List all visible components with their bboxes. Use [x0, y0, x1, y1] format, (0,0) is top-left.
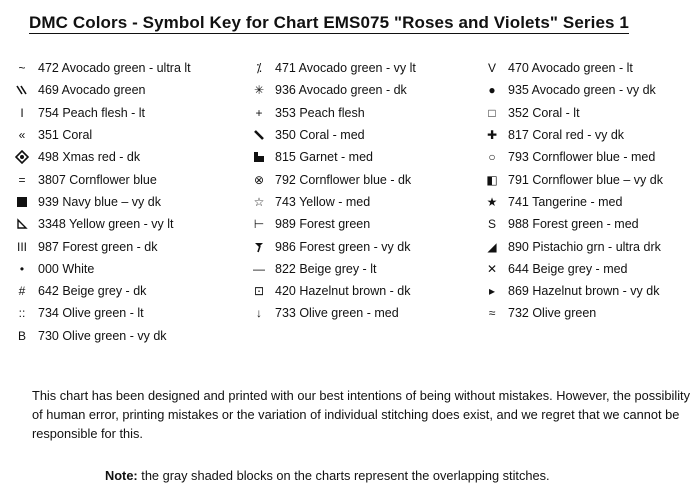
symbol-key-label: 989 Forest green: [275, 217, 371, 232]
symbol-key-label: 987 Forest green - dk: [38, 239, 158, 254]
x-icon: ✕: [486, 261, 498, 276]
symbol-key-label: 498 Xmas red - dk: [38, 150, 141, 165]
symbol-key-row: [12, 191, 191, 213]
symbol-key-label: 3348 Yellow green - vy lt: [38, 217, 174, 232]
symbol-key-label: 791 Cornflower blue – vy dk: [508, 172, 663, 187]
symbol-key-row: [482, 102, 663, 124]
double-chevron-left-icon: «: [18, 128, 26, 143]
thick-backslash-icon: [249, 129, 269, 141]
asterisk-icon: ✳: [253, 83, 265, 98]
symbol-column-3: [482, 57, 663, 325]
down-arrow-icon: ↓: [256, 306, 262, 321]
note-line: [105, 468, 550, 483]
symbol-key-row: [249, 124, 416, 146]
four-dots-icon: ::: [18, 306, 26, 321]
symbol-key-row: [249, 302, 416, 324]
symbol-key-label: 986 Forest green - vy dk: [275, 239, 411, 254]
y-arrow-icon: [249, 241, 269, 253]
symbol-key-row: [12, 325, 191, 347]
right-triangle-icon: ▸: [488, 284, 496, 299]
approx-icon: ≈: [488, 306, 496, 321]
symbol-column-1: [12, 57, 191, 347]
symbol-key-label: 732 Olive green: [508, 306, 597, 321]
tilde-icon: ~: [18, 61, 26, 76]
symbol-key-row: [12, 79, 191, 101]
symbol-key-label: 469 Avocado green: [38, 83, 146, 98]
note-label: Note:: [105, 468, 138, 483]
symbol-key-row: [249, 102, 416, 124]
symbol-key-label: 420 Hazelnut brown - dk: [275, 284, 411, 299]
symbol-key-label: 792 Cornflower blue - dk: [275, 172, 412, 187]
circled-x-icon: ⊗: [253, 172, 265, 187]
symbol-key-row: [249, 57, 416, 79]
dot-icon: •: [19, 261, 25, 276]
symbol-key-label: 730 Olive green - vy dk: [38, 328, 167, 343]
symbol-key-row: [12, 146, 191, 168]
symbol-key-row: [12, 258, 191, 280]
symbol-key-row: [12, 235, 191, 257]
outline-star-icon: ☆: [253, 194, 265, 209]
symbol-key-label: 988 Forest green - med: [508, 217, 639, 232]
symbol-key-row: [12, 168, 191, 190]
diamond-dot-icon: [12, 150, 32, 164]
symbol-key-row: [12, 57, 191, 79]
symbol-key-row: [12, 213, 191, 235]
symbol-key-row: [249, 258, 416, 280]
symbol-key-row: [12, 124, 191, 146]
outline-circle-icon: ○: [488, 150, 496, 165]
symbol-key-row: [482, 191, 663, 213]
symbol-key-label: 754 Peach flesh - lt: [38, 105, 146, 120]
filled-triangle-icon: ◢: [487, 239, 497, 254]
symbol-key-row: [249, 191, 416, 213]
symbol-key-label: 351 Coral: [38, 128, 93, 143]
letter-b-icon: B: [17, 328, 26, 343]
dotted-square-icon: ⊡: [253, 284, 265, 299]
outline-square-icon: □: [488, 105, 496, 120]
symbol-key-label: 470 Avocado green - lt: [508, 61, 633, 76]
symbol-key-row: [482, 168, 663, 190]
symbol-key-row: [12, 280, 191, 302]
triple-bar-icon: III: [16, 239, 27, 254]
disclaimer-text: This chart has been designed and printed with our best intentions of being without mistakes. However, the possibility of human error, printing mistakes or the variation of individual stitching does exist, and we regret that we cannot be responsible for this.: [32, 388, 690, 441]
symbol-key-row: [482, 57, 663, 79]
symbol-key-label: 353 Peach flesh: [275, 105, 365, 120]
symbol-key-label: 644 Beige grey - med: [508, 261, 628, 276]
double-slash-icon: [12, 84, 32, 96]
step-block-icon: [249, 151, 269, 163]
symbol-key-label: 350 Coral - med: [275, 128, 365, 143]
symbol-key-label: 935 Avocado green - vy dk: [508, 83, 656, 98]
symbol-key-label: 890 Pistachio grn - ultra drk: [508, 239, 661, 254]
filled-circle-icon: ●: [488, 83, 496, 98]
symbol-key-row: [482, 124, 663, 146]
symbol-key-row: [482, 280, 663, 302]
symbol-key-label: 733 Olive green - med: [275, 306, 399, 321]
symbol-key-label: 741 Tangerine - med: [508, 194, 623, 209]
symbol-key-label: 822 Beige grey - lt: [275, 261, 377, 276]
bold-plus-icon: ✚: [486, 128, 498, 143]
vertical-bar-icon: I: [20, 105, 24, 120]
tee-icon: ⊢: [253, 217, 265, 232]
symbol-key-label: 471 Avocado green - vy lt: [275, 61, 416, 76]
symbol-key-row: [249, 280, 416, 302]
symbol-key-row: [249, 146, 416, 168]
symbol-key-row: [482, 79, 663, 101]
dash-icon: —: [253, 261, 265, 276]
symbol-key-row: [249, 213, 416, 235]
symbol-key-row: [249, 79, 416, 101]
symbol-key-row: [12, 302, 191, 324]
symbol-key-label: 352 Coral - lt: [508, 105, 580, 120]
symbol-key-label: 472 Avocado green - ultra lt: [38, 61, 191, 76]
symbol-key-label: 936 Avocado green - dk: [275, 83, 407, 98]
symbol-key-label: 793 Cornflower blue - med: [508, 150, 656, 165]
letter-v-icon: V: [487, 61, 496, 76]
note-text: the gray shaded blocks on the charts represent the overlapping stitches.: [137, 468, 550, 483]
percent-slash-icon: ⁒: [256, 61, 262, 76]
filled-square-icon: [12, 196, 32, 208]
symbol-key-row: [482, 235, 663, 257]
triangle-icon: [12, 218, 32, 230]
symbol-key-row: [12, 102, 191, 124]
symbol-key-row: [482, 213, 663, 235]
page-title: DMC Colors - Symbol Key for Chart EMS075 "Roses and Violets" Series 1: [29, 13, 629, 32]
letter-s-icon: S: [487, 217, 496, 232]
symbol-key-row: [482, 146, 663, 168]
equals-icon: =: [18, 172, 26, 187]
hash-icon: #: [18, 284, 26, 299]
symbol-key-label: 743 Yellow - med: [275, 194, 371, 209]
half-square-icon: ◧: [486, 172, 498, 187]
symbol-key-row: [249, 235, 416, 257]
symbol-key-label: 000 White: [38, 261, 95, 276]
symbol-key-row: [482, 258, 663, 280]
symbol-key-row: [482, 302, 663, 324]
plus-icon: +: [255, 105, 263, 120]
symbol-key-row: [249, 168, 416, 190]
symbol-key-label: 3807 Cornflower blue: [38, 172, 157, 187]
filled-star-icon: ★: [486, 194, 498, 209]
symbol-key-label: 815 Garnet - med: [275, 150, 373, 165]
symbol-key-label: 869 Hazelnut brown - vy dk: [508, 284, 660, 299]
symbol-key-label: 939 Navy blue – vy dk: [38, 194, 161, 209]
symbol-key-label: 734 Olive green - lt: [38, 306, 144, 321]
symbol-key-label: 642 Beige grey - dk: [38, 284, 147, 299]
symbol-column-2: [249, 57, 416, 325]
symbol-key-label: 817 Coral red - vy dk: [508, 128, 625, 143]
